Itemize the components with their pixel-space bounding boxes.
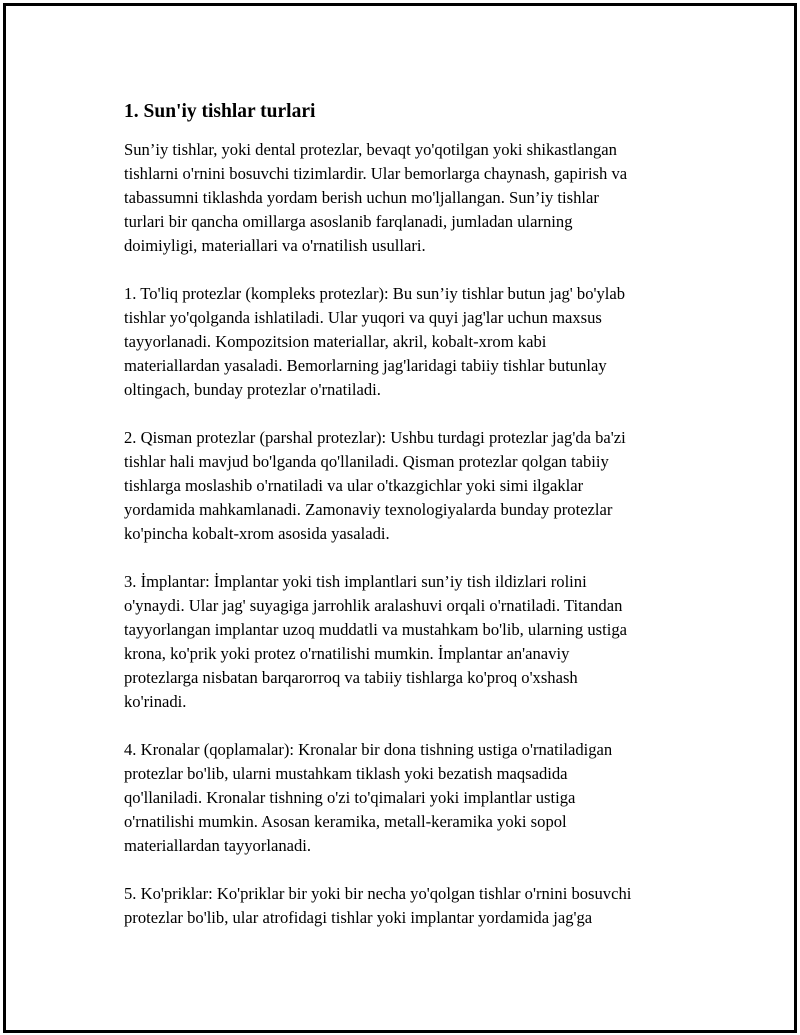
document-body <box>124 100 704 954</box>
text-line: o'ynaydi. Ular jag' suyagiga jarrohlik aralashuvi orqali o'rnatiladi. Titandan <box>124 596 623 615</box>
text-line: o'rnatilishi mumkin. Asosan keramika, metall-keramika yoki sopol <box>124 812 567 831</box>
text-line: protezlar bo'lib, ularni mustahkam tiklash yoki bezatish maqsadida <box>124 764 568 783</box>
text-line: yordamida mahkamlanadi. Zamonaviy texnologiyalarda bunday protezlar <box>124 500 613 519</box>
text-line: ko'rinadi. <box>124 692 187 711</box>
paragraph-implants <box>124 570 704 714</box>
text-line: tishlarni o'rnini bosuvchi tizimlardir. Ular bemorlarga chaynash, gapirish va <box>124 164 628 183</box>
text-line: tishlarga moslashib o'rnatiladi va ular o'tkazgichlar yoki simi ilgaklar <box>124 476 584 495</box>
text-line: materiallardan tayyorlanadi. <box>124 836 312 855</box>
text-line: protezlar bo'lib, ular atrofidagi tishlar yoki implantar yordamida jag'ga <box>124 908 593 927</box>
text-line: turlari bir qancha omillarga asoslanib farqlanadi, jumladan ularning <box>124 212 573 231</box>
page-frame <box>3 3 797 1033</box>
text-line: tayyorlangan implantar uzoq muddatli va mustahkam bo'lib, ularning ustiga <box>124 620 627 639</box>
text-line: 5. Ko'priklar: Ko'priklar bir yoki bir necha yo'qolgan tishlar o'rnini bosuvchi <box>124 884 632 903</box>
text-line: 1. To'liq protezlar (kompleks protezlar): Bu sun’iy tishlar butun jag' bo'ylab <box>124 284 626 303</box>
text-line: materiallardan yasaladi. Bemorlarning jag'laridagi tabiiy tishlar butunlay <box>124 356 607 375</box>
text-line: tayyorlanadi. Kompozitsion materiallar, akril, kobalt-xrom kabi <box>124 332 547 351</box>
paragraph-full-dentures <box>124 282 704 402</box>
text-line: krona, ko'prik yoki protez o'rnatilishi mumkin. İmplantar an'anaviy <box>124 644 570 663</box>
text-line: tishlar hali mavjud bo'lganda qo'llaniladi. Qisman protezlar qolgan tabiiy <box>124 452 609 471</box>
text-line: 2. Qisman protezlar (parshal protezlar): Ushbu turdagi protezlar jag'da ba'zi <box>124 428 626 447</box>
paragraph-partial-dentures <box>124 426 704 546</box>
text-line: Sun’iy tishlar, yoki dental protezlar, bevaqt yo'qotilgan yoki shikastlangan <box>124 140 617 159</box>
text-line: 3. İmplantar: İmplantar yoki tish implantlari sun’iy tish ildizlari rolini <box>124 572 587 591</box>
paragraph-crowns <box>124 738 704 858</box>
text-line: qo'llaniladi. Kronalar tishning o'zi to'qimalari yoki implantlar ustiga <box>124 788 576 807</box>
text-line: tishlar yo'qolganda ishlatiladi. Ular yuqori va quyi jag'lar uchun maxsus <box>124 308 602 327</box>
paragraph-intro <box>124 138 704 258</box>
section-heading: 1. Sun'iy tishlar turlari <box>124 101 316 122</box>
paragraph-bridges <box>124 882 704 930</box>
text-line: tabassumni tiklashda yordam berish uchun mo'ljallangan. Sun’iy tishlar <box>124 188 599 207</box>
text-line: protezlarga nisbatan barqarorroq va tabiiy tishlarga ko'proq o'xshash <box>124 668 578 687</box>
text-line: oltingach, bunday protezlar o'rnatiladi. <box>124 380 381 399</box>
text-line: 4. Kronalar (qoplamalar): Kronalar bir dona tishning ustiga o'rnatiladigan <box>124 740 613 759</box>
text-line: ko'pincha kobalt-xrom asosida yasaladi. <box>124 524 390 543</box>
text-line: doimiyligi, materiallari va o'rnatilish usullari. <box>124 236 426 255</box>
